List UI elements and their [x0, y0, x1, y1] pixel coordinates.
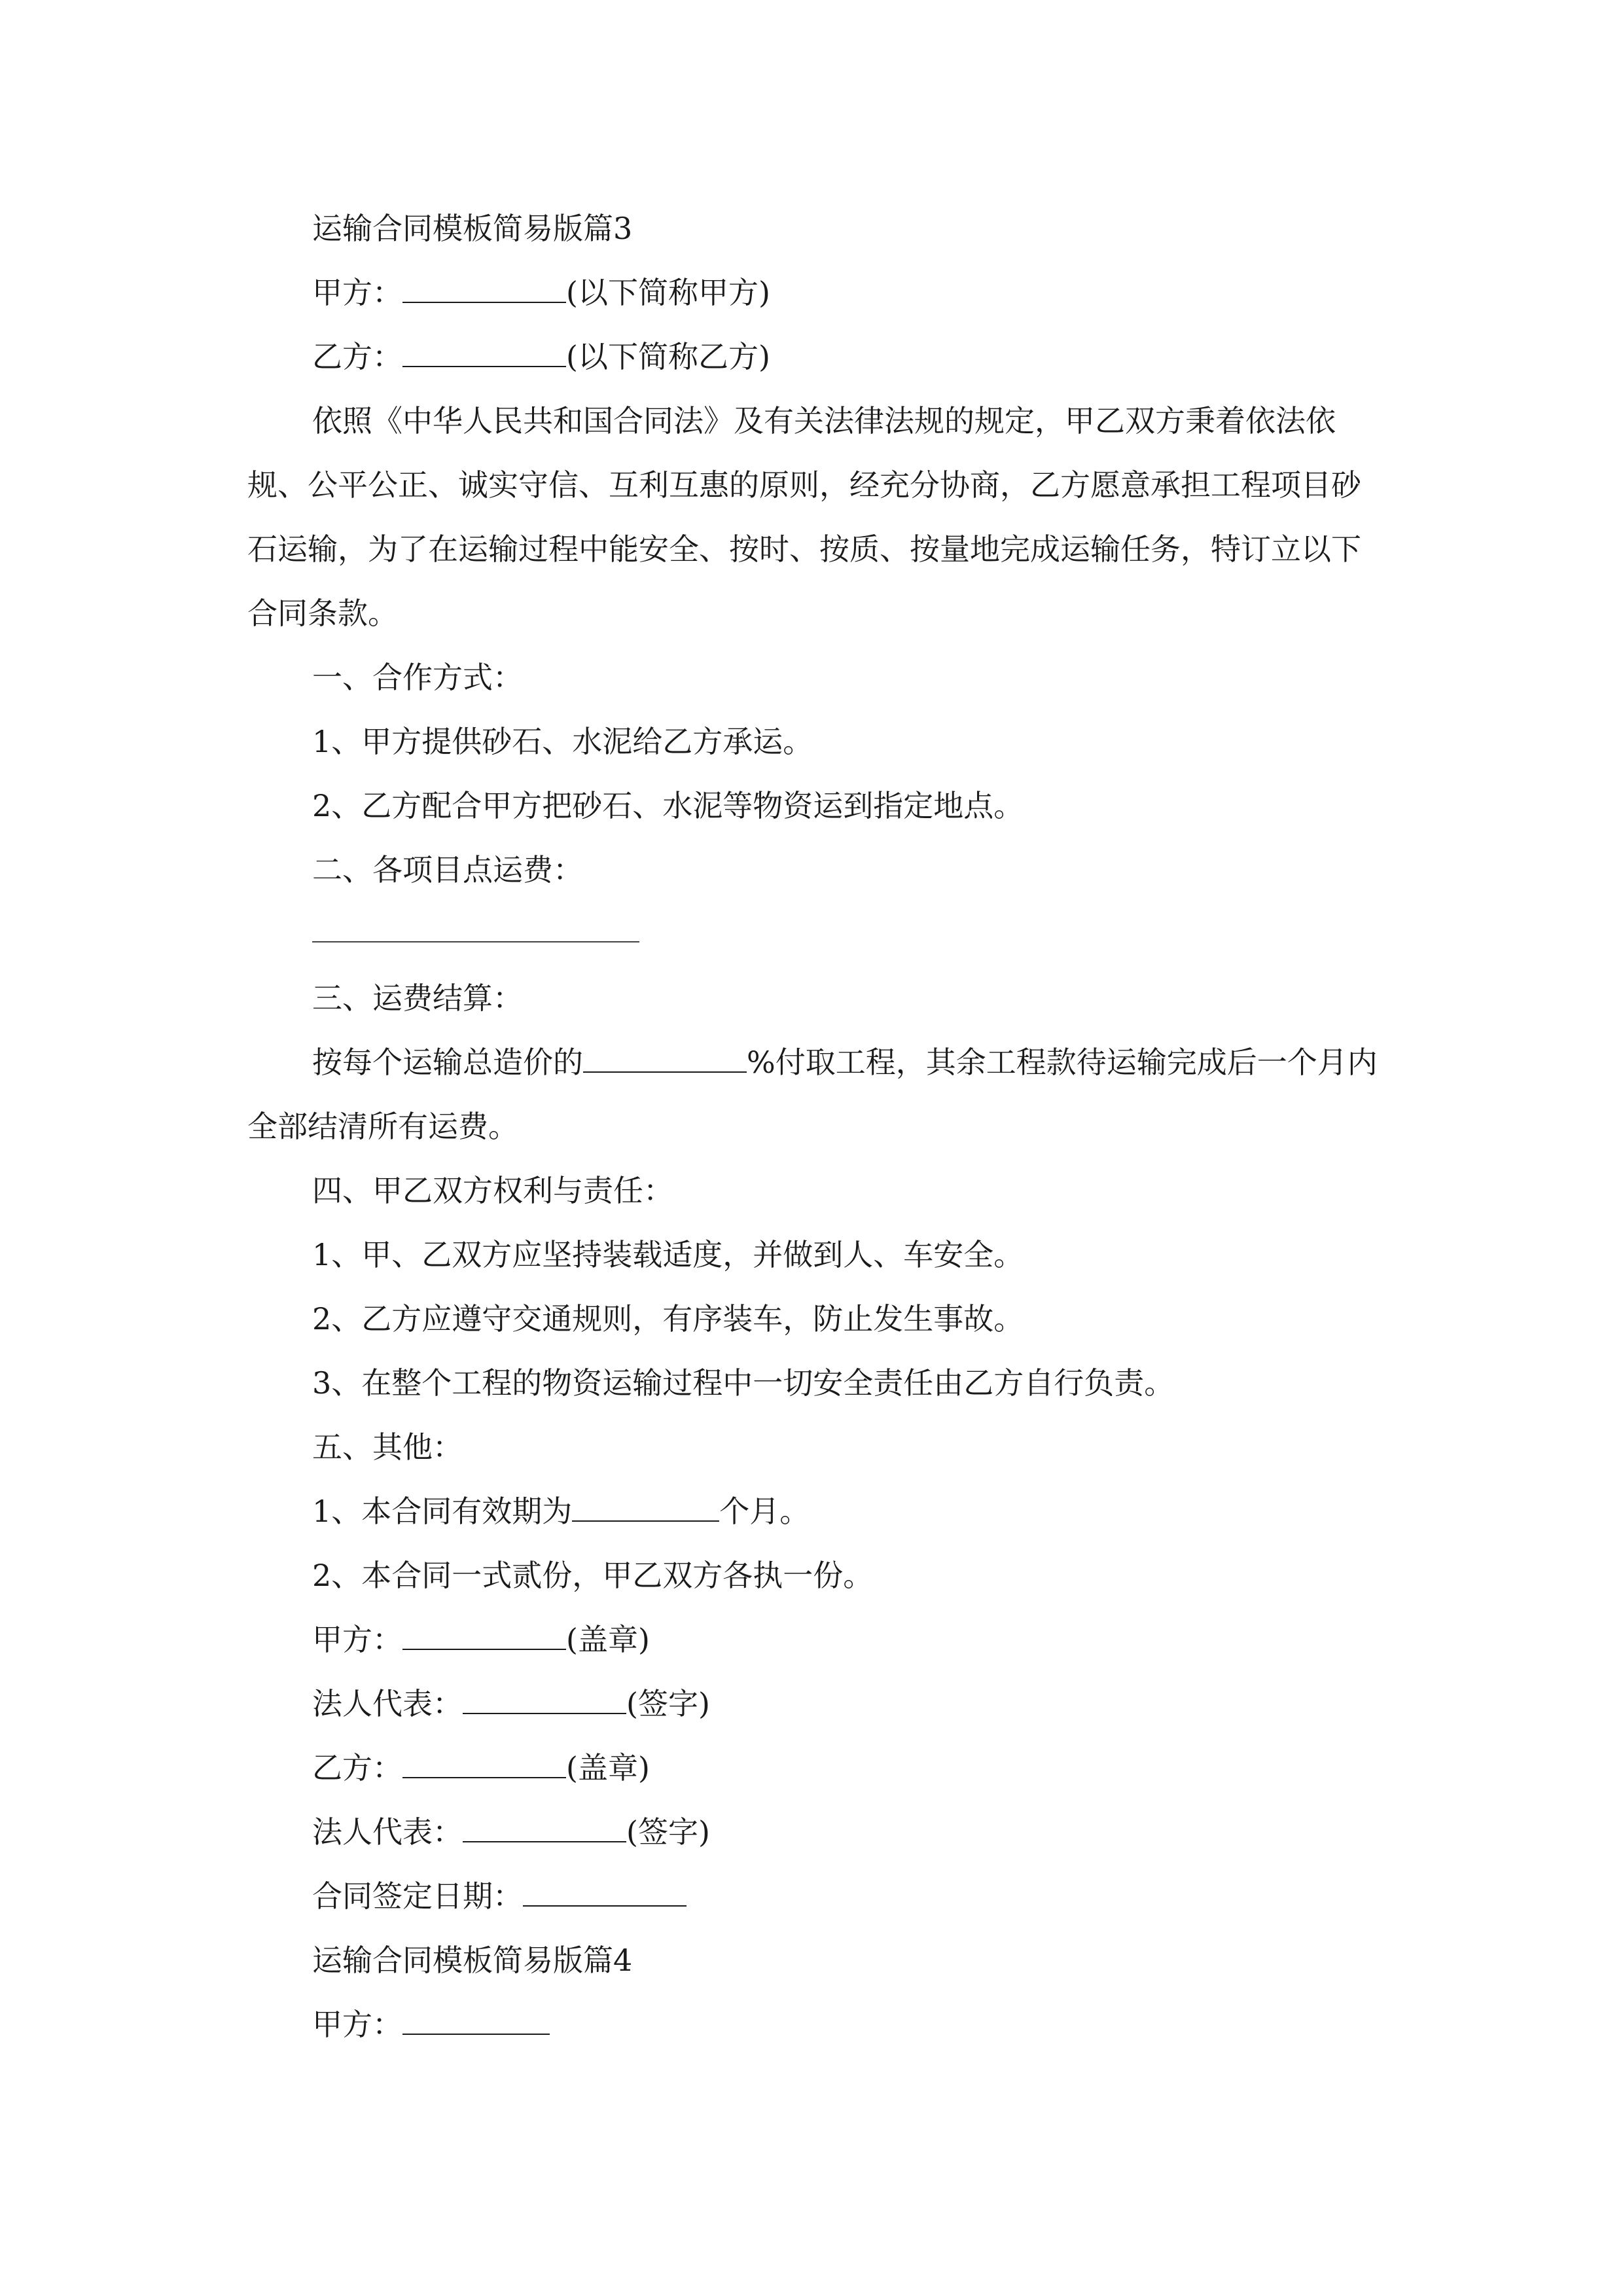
- sign-date: [247, 1864, 1386, 1928]
- title4-party-a-blank: [402, 2007, 550, 2035]
- section-4-item-2: 2、乙方应遵守交通规则，有序装车，防止发生事故。: [312, 1301, 1024, 1336]
- section-3-title: 三、运费结算：: [312, 980, 523, 1016]
- validity-months-blank: [572, 1494, 719, 1522]
- section-5-item-2: 2、本合同一式贰份，甲乙双方各执一份。: [312, 1558, 874, 1593]
- section-title-3: 运输合同模板简易版篇3: [312, 211, 633, 246]
- sign-party-b-suffix: (盖章): [566, 1750, 650, 1785]
- sign-party-a-blank: [402, 1623, 566, 1650]
- sign-party-a-rep-suffix: (签字): [626, 1686, 710, 1721]
- party-b-line: [247, 325, 1386, 389]
- party-b-label: 乙方：: [312, 339, 402, 374]
- settlement-text-post: %付取工程，其余工程款待运输完成后一个月内全部结清所有运费。: [247, 1045, 1378, 1144]
- sign-party-b: [247, 1736, 1386, 1800]
- sign-party-b-rep-suffix: (签字): [626, 1814, 710, 1850]
- section-5-item-1: [247, 1479, 1386, 1543]
- section-4-item-1: 1、甲、乙双方应坚持装载适度，并做到人、车安全。: [312, 1237, 1024, 1272]
- section-1-item-1: 1、甲方提供砂石、水泥给乙方承运。: [312, 724, 813, 759]
- sign-party-a-rep-blank: [463, 1687, 626, 1714]
- sign-date-label: 合同签定日期：: [312, 1878, 523, 1914]
- title4-party-a-line: [247, 1992, 1386, 2056]
- section-2-blank-line: [247, 902, 1386, 966]
- sign-party-b-rep-blank: [463, 1815, 626, 1842]
- party-b-blank: [402, 340, 566, 367]
- sign-party-a-rep: [247, 1672, 1386, 1736]
- party-b-suffix: (以下简称乙方): [566, 339, 770, 374]
- section-4-title: 四、甲乙双方权利与责任：: [312, 1173, 673, 1208]
- party-a-line: [247, 260, 1386, 325]
- section-5-title: 五、其他：: [312, 1429, 463, 1465]
- title4-party-a-label: 甲方：: [312, 2007, 402, 2042]
- validity-text-pre: 1、本合同有效期为: [312, 1494, 573, 1529]
- party-a-label: 甲方：: [312, 275, 402, 310]
- party-a-suffix: (以下简称甲方): [566, 275, 770, 310]
- validity-text-post: 个月。: [719, 1494, 810, 1529]
- section-1-item-2: 2、乙方配合甲方把砂石、水泥等物资运到指定地点。: [312, 788, 1024, 823]
- party-a-blank: [402, 276, 566, 303]
- section-title-4: 运输合同模板简易版篇4: [312, 1943, 633, 1978]
- sign-party-b-rep-label: 法人代表：: [312, 1814, 463, 1850]
- section-1-title: 一、合作方式：: [312, 660, 523, 695]
- sign-party-a: [247, 1607, 1386, 1672]
- sign-party-a-label: 甲方：: [312, 1622, 402, 1657]
- sign-party-a-suffix: (盖章): [566, 1622, 650, 1657]
- settlement-text-pre: 按每个运输总造价的: [312, 1045, 583, 1080]
- sign-date-blank: [523, 1879, 687, 1907]
- sign-party-b-blank: [402, 1751, 566, 1778]
- intro-paragraph: 依照《中华人民共和国合同法》及有关法律法规的规定，甲乙双方秉着依法依规、公平公正、诚实守信、互利互惠的原则，经充分协商，乙方愿意承担工程项目砂石运输，为了在运输过程中能安全、按时、按质、按量地完成运输任务，特订立以下合同条款。: [247, 403, 1361, 631]
- section-2-title: 二、各项目点运费：: [312, 852, 583, 888]
- sign-party-a-rep-label: 法人代表：: [312, 1686, 463, 1721]
- document-body: [247, 196, 1386, 2056]
- settlement-percent-blank: [583, 1045, 747, 1073]
- section-3-paragraph: [247, 1030, 1386, 1158]
- freight-blank-rule: [312, 941, 639, 942]
- sign-party-b-label: 乙方：: [312, 1750, 402, 1785]
- sign-party-b-rep: [247, 1800, 1386, 1864]
- section-4-item-3: 3、在整个工程的物资运输过程中一切安全责任由乙方自行负责。: [312, 1365, 1175, 1401]
